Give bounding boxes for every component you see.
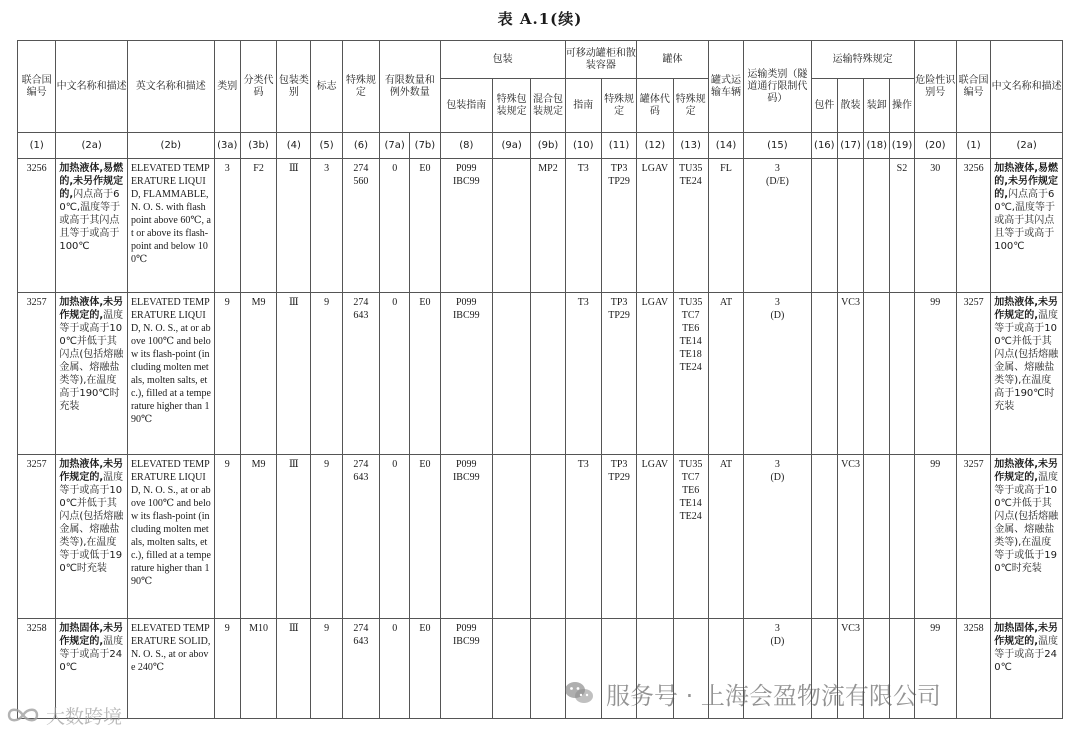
col-number: (9a) [493, 133, 531, 159]
name-cn-bold: 加热固体,未另作规定的, [59, 623, 124, 647]
header-un-no: 联合国编号 [18, 41, 56, 133]
col-number: (17) [837, 133, 863, 159]
header-packing-instruction: 包装指南 [440, 79, 492, 133]
cell-hazard-id: 99 [914, 293, 956, 455]
cell-tank-code: LGAV [637, 455, 673, 619]
cell-ts-operation: S2 [890, 159, 914, 293]
header-ts-loading: 装卸 [864, 79, 890, 133]
col-number: (7b) [410, 133, 440, 159]
cell-special-provisions: 274 560 [342, 159, 379, 293]
cell-packing-group: Ⅲ [277, 293, 311, 455]
col-number: (2b) [127, 133, 214, 159]
col-number: (8) [440, 133, 492, 159]
cell-label: 9 [311, 293, 342, 455]
cell-ts-package [811, 293, 837, 455]
cell-class: 3 [214, 159, 240, 293]
header-portable-tanks: 可移动罐柜和散装容器 [565, 41, 637, 79]
cell-un-no-2: 3256 [956, 159, 990, 293]
cell-name-en: ELEVATED TEMPERATURE LIQUID, N. O. S., at or above 100℃ and below its flash-point (including molten metals, molten salts, etc.), filled at a temperature higher than 190℃ [127, 455, 214, 619]
table-row [18, 159, 1063, 293]
name-cn-rest: 闪点高于60℃,温度等于或高于其闪点且等于或高于100℃ [59, 189, 121, 252]
col-number: (19) [890, 133, 914, 159]
name-cn-2-rest: 闪点高于60℃,温度等于或高于其闪点且等于或高于100℃ [994, 189, 1055, 252]
name-cn-2-bold: 加热液体,易燃的,未另作规定的, [994, 163, 1059, 200]
cell-packing-group: Ⅲ [277, 455, 311, 619]
col-number: (18) [864, 133, 890, 159]
cell-hazard-id: 99 [914, 455, 956, 619]
name-cn-2-rest: 温度等于或高于100℃并低于其闪点(包括熔融金属、熔融盐类等),在温度高于190℃时充装 [994, 310, 1059, 412]
cell-ts-operation [890, 455, 914, 619]
cell-portable-instruction: T3 [565, 455, 601, 619]
cell-limited-qty: 0 [380, 293, 410, 455]
cell-un-no: 3257 [18, 293, 56, 455]
header-class-code: 分类代码 [240, 41, 276, 133]
col-number: (2a) [991, 133, 1063, 159]
cell-mixed-packing [531, 293, 565, 455]
cell-portable-instruction: T3 [565, 159, 601, 293]
cell-class: 9 [214, 293, 240, 455]
cell-class-code: M10 [240, 619, 276, 719]
cell-name-cn [56, 455, 128, 619]
watermark-brand [6, 700, 122, 730]
name-cn-2-rest: 温度等于或高于100℃并低于其闪点(包括熔融金属、熔融盐类等),在温度等于或低于190℃时充装 [994, 472, 1059, 574]
cell-ts-loading [864, 455, 890, 619]
header-hazard-id: 危险性识别号 [914, 41, 956, 133]
cell-class-code: M9 [240, 455, 276, 619]
cell-hazard-id: 30 [914, 159, 956, 293]
header-name-cn-2: 中文名称和描述 [991, 41, 1063, 133]
cell-special-packing [493, 293, 531, 455]
header-tank-code: 罐体代码 [637, 79, 673, 133]
cell-ts-bulk [837, 159, 863, 293]
header-ts-operation: 操作 [890, 79, 914, 133]
cell-name-en: ELEVATED TEMPERATURE LIQUID, N. O. S., at or above 100℃ and below its flash-point (including molten metals, molten salts, etc.), filled at a temperature higher than 190℃ [127, 293, 214, 455]
header-name-en: 英文名称和描述 [127, 41, 214, 133]
watermark-text: 服务号 · 上海会盈物流有限公司 [606, 681, 941, 710]
cell-packing-instruction: P099 IBC99 [440, 293, 492, 455]
col-number: (13) [673, 133, 708, 159]
col-number: (7a) [380, 133, 410, 159]
header-class: 类别 [214, 41, 240, 133]
cell-portable-special: TP3 TP29 [601, 293, 636, 455]
cell-label: 9 [311, 619, 342, 719]
cell-mixed-packing [531, 455, 565, 619]
name-cn-rest: 温度等于或高于100℃并低于其闪点(包括熔融金属、熔融盐类等),在温度等于或低于190℃时充装 [59, 472, 124, 574]
cell-un-no-2: 3257 [956, 293, 990, 455]
cell-special-packing [493, 455, 531, 619]
table-row [18, 455, 1063, 619]
header-special-provisions: 特殊规定 [342, 41, 379, 133]
col-number: (4) [277, 133, 311, 159]
cell-transport-category: 3 (D) [744, 293, 812, 455]
col-number: (11) [601, 133, 636, 159]
cell-class: 9 [214, 619, 240, 719]
cell-ts-bulk: VC3 [837, 293, 863, 455]
cell-un-no-2: 3258 [956, 619, 990, 719]
header-transport-special: 运输特殊规定 [811, 41, 914, 79]
cell-portable-special: TP3 TP29 [601, 159, 636, 293]
header-mixed-packing: 混合包装规定 [531, 79, 565, 133]
name-cn-2-bold: 加热固体,未另作规定的, [994, 623, 1059, 647]
header-special-packing: 特殊包装规定 [493, 79, 531, 133]
cell-tank-code: LGAV [637, 159, 673, 293]
column-number-row [18, 133, 1063, 159]
dangerous-goods-table [17, 40, 1063, 719]
cell-packing-group: Ⅲ [277, 159, 311, 293]
col-number: (15) [744, 133, 812, 159]
col-number: (10) [565, 133, 601, 159]
cell-transport-category: 3 (D/E) [744, 159, 812, 293]
col-number: (2a) [56, 133, 128, 159]
cell-mixed-packing: MP2 [531, 159, 565, 293]
cell-ts-operation [890, 293, 914, 455]
col-number: (1) [18, 133, 56, 159]
col-number: (16) [811, 133, 837, 159]
cell-tank-special: TU35 TC7 TE6 TE14 TE18 TE24 [673, 293, 708, 455]
cell-name-cn [56, 293, 128, 455]
header-un-no-2: 联合国编号 [956, 41, 990, 133]
name-cn-rest: 温度等于或高于100℃并低于其闪点(包括熔融金属、熔融盐类等),在温度高于190℃时充装 [59, 310, 124, 412]
page-title: 表 A.1(续) [497, 10, 583, 28]
cell-ts-package [811, 159, 837, 293]
cell-tank-special: TU35 TC7 TE6 TE14 TE24 [673, 455, 708, 619]
cell-limited-qty: 0 [380, 455, 410, 619]
name-cn-bold: 加热液体,未另作规定的, [59, 459, 124, 483]
cell-special-provisions: 274 643 [342, 455, 379, 619]
brand-watermark-text: 大数跨境 [46, 705, 123, 728]
col-number: (12) [637, 133, 673, 159]
cell-name-cn-2 [991, 159, 1063, 293]
cell-excepted-qty: E0 [410, 619, 440, 719]
cell-special-provisions: 274 643 [342, 293, 379, 455]
cell-portable-special: TP3 TP29 [601, 455, 636, 619]
col-number: (3a) [214, 133, 240, 159]
cell-limited-qty: 0 [380, 619, 410, 719]
cell-name-en: ELEVATED TEMPERATURE SOLID, N. O. S., at or above 240℃ [127, 619, 214, 719]
cell-limited-qty: 0 [380, 159, 410, 293]
brand-logo-icon [6, 704, 40, 726]
name-cn-bold: 加热液体,未另作规定的, [59, 297, 124, 321]
header-portable-special: 特殊规定 [601, 79, 636, 133]
cell-class: 9 [214, 455, 240, 619]
cell-packing-instruction: P099 IBC99 [440, 619, 492, 719]
cell-un-no-2: 3257 [956, 455, 990, 619]
header-tank-vehicle: 罐式运输车辆 [708, 41, 743, 133]
cell-label: 9 [311, 455, 342, 619]
cell-packing-instruction: P099 IBC99 [440, 159, 492, 293]
cell-excepted-qty: E0 [410, 455, 440, 619]
cell-tank-vehicle: AT [708, 455, 743, 619]
cell-ts-bulk: VC3 [837, 619, 863, 719]
name-cn-2-bold: 加热液体,未另作规定的, [994, 297, 1059, 321]
cell-name-en: ELEVATED TEMPERATURE LIQUID, FLAMMABLE, N. O. S. with flash point above 60℃, at or above its flash-point and below 100℃ [127, 159, 214, 293]
cell-tank-special: TU35 TE24 [673, 159, 708, 293]
name-cn-bold: 加热液体,易燃的,未另作规定的, [59, 163, 124, 200]
table-row [18, 293, 1063, 455]
col-number: (1) [956, 133, 990, 159]
cell-packing-instruction: P099 IBC99 [440, 455, 492, 619]
col-number: (3b) [240, 133, 276, 159]
header-label: 标志 [311, 41, 342, 133]
header-portable-instruction: 指南 [565, 79, 601, 133]
cell-transport-category: 3 (D) [744, 455, 812, 619]
cell-special-packing [493, 159, 531, 293]
name-cn-rest: 温度等于或高于240℃ [59, 636, 124, 673]
col-number: (14) [708, 133, 743, 159]
cell-name-cn-2 [991, 455, 1063, 619]
header-limited-excepted-qty: 有限数量和例外数量 [380, 41, 441, 133]
wechat-icon [564, 680, 594, 706]
header-packing: 包装 [440, 41, 565, 79]
cell-portable-instruction: T3 [565, 293, 601, 455]
name-cn-2-bold: 加热液体,未另作规定的, [994, 459, 1059, 483]
cell-tank-vehicle: AT [708, 293, 743, 455]
cell-special-packing [493, 619, 531, 719]
name-cn-2-rest: 温度等于或高于240℃ [994, 636, 1059, 673]
cell-label: 3 [311, 159, 342, 293]
cell-ts-loading [864, 159, 890, 293]
header-tank: 罐体 [637, 41, 709, 79]
col-number: (20) [914, 133, 956, 159]
header-ts-bulk: 散装 [837, 79, 863, 133]
cell-packing-group: Ⅲ [277, 619, 311, 719]
cell-class-code: F2 [240, 159, 276, 293]
header-name-cn: 中文名称和描述 [56, 41, 128, 133]
col-number: (6) [342, 133, 379, 159]
cell-transport-category: 3 (D) [744, 619, 812, 719]
cell-excepted-qty: E0 [410, 293, 440, 455]
cell-mixed-packing [531, 619, 565, 719]
header-transport-category: 运输类别（隧道通行限制代码） [744, 41, 812, 133]
cell-ts-bulk: VC3 [837, 455, 863, 619]
header-tank-special: 特殊规定 [673, 79, 708, 133]
cell-un-no: 3257 [18, 455, 56, 619]
cell-un-no: 3256 [18, 159, 56, 293]
cell-tank-code: LGAV [637, 293, 673, 455]
header-packing-group: 包装类别 [277, 41, 311, 133]
cell-hazard-id: 99 [914, 619, 956, 719]
cell-tank-vehicle: FL [708, 159, 743, 293]
cell-un-no: 3258 [18, 619, 56, 719]
cell-class-code: M9 [240, 293, 276, 455]
header-ts-package: 包件 [811, 79, 837, 133]
cell-ts-loading [864, 293, 890, 455]
cell-excepted-qty: E0 [410, 159, 440, 293]
cell-name-cn [56, 159, 128, 293]
cell-name-cn-2 [991, 293, 1063, 455]
watermark-service-account [564, 676, 1064, 710]
cell-ts-package [811, 455, 837, 619]
col-number: (5) [311, 133, 342, 159]
cell-special-provisions: 274 643 [342, 619, 379, 719]
col-number: (9b) [531, 133, 565, 159]
